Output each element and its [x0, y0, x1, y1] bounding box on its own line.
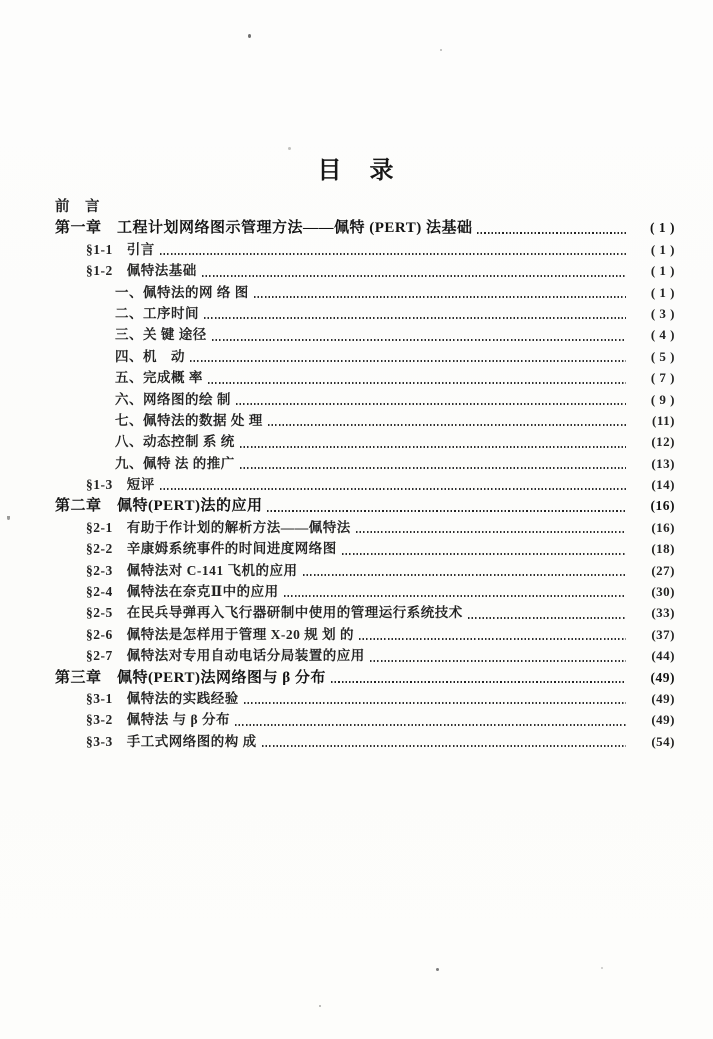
- scan-speck: [440, 49, 442, 51]
- toc-entry: [55, 708, 675, 729]
- toc-entry-label: §1-3 短评: [86, 477, 155, 493]
- toc-entry-page: ( 9 ): [650, 391, 675, 407]
- toc-entry: [55, 687, 675, 708]
- dot-leader: [477, 232, 626, 234]
- toc-entry-page: ( 1 ): [650, 220, 675, 236]
- toc-entry: [55, 730, 675, 751]
- toc-entry: [55, 259, 675, 280]
- toc-entry-page: (14): [651, 477, 675, 493]
- toc-entry-page: (13): [651, 455, 675, 471]
- dot-leader: [204, 317, 626, 319]
- toc-entry-label: §3-2 佩特法 与 β 分布: [86, 712, 230, 728]
- toc-entry-page: (49): [651, 690, 675, 706]
- toc-entry-page: (18): [651, 541, 675, 557]
- dot-leader: [262, 745, 626, 747]
- scan-speck: [319, 1005, 321, 1007]
- toc-entry-label: 九、佩特 法 的推广: [115, 455, 235, 471]
- toc-entry-label: 六、网络图的绘 制: [115, 391, 231, 407]
- toc-entry-page: (49): [650, 669, 675, 685]
- toc-entry-label: §2-4 佩特法在奈克Ⅱ中的应用: [86, 584, 279, 600]
- dot-leader: [160, 488, 626, 490]
- toc-entry-page: (16): [650, 498, 675, 514]
- toc-entry-page: ( 1 ): [650, 284, 675, 300]
- dot-leader: [331, 681, 626, 683]
- toc-entry: [55, 216, 675, 237]
- toc-entry-page: (44): [651, 648, 675, 664]
- dot-leader: [235, 724, 626, 726]
- toc-entry-label: 第二章 佩特(PERT)法的应用: [55, 498, 263, 515]
- toc-entry-label: §2-6 佩特法是怎样用于管理 X-20 规 划 的: [86, 626, 354, 642]
- dot-leader: [468, 617, 626, 619]
- toc-entry: [55, 537, 675, 558]
- toc-entry-label: 二、工序时间: [115, 305, 199, 321]
- toc-entry-page: (16): [651, 519, 675, 535]
- dot-leader: [284, 595, 626, 597]
- toc-entry-label: 五、完成概 率: [115, 370, 203, 386]
- dot-leader: [268, 424, 626, 426]
- toc-entry-label: 四、机 动: [115, 348, 185, 364]
- dot-leader: [236, 403, 626, 405]
- scan-speck: [248, 34, 251, 38]
- toc-entry-page: (37): [651, 626, 675, 642]
- toc-entry-page: ( 1 ): [650, 241, 675, 257]
- dot-leader: [240, 467, 626, 469]
- toc-entry: [55, 238, 675, 259]
- toc-entry-page: (11): [652, 412, 675, 428]
- toc-entry-label: §2-2 辛康姆系统事件的时间进度网络图: [86, 541, 337, 557]
- dot-leader: [240, 446, 626, 448]
- toc-entry: [55, 302, 675, 323]
- toc-entry: [55, 494, 675, 515]
- toc-entry: [55, 559, 675, 580]
- toc-entry-label: §2-7 佩特法对专用自动电话分局装置的应用: [86, 648, 365, 664]
- dot-leader: [356, 531, 626, 533]
- toc-entry-page: (54): [651, 733, 675, 749]
- dot-leader: [342, 553, 626, 555]
- toc-entry-label: §2-1 有助于作计划的解析方法——佩特法: [86, 519, 351, 535]
- toc-entry-page: ( 1 ): [650, 263, 675, 279]
- scan-speck: [436, 968, 439, 971]
- toc-entry-page: (27): [651, 562, 675, 578]
- page-title: 目 录: [317, 158, 396, 184]
- toc-entry-page: ( 7 ): [650, 370, 675, 386]
- toc-entry: [55, 601, 675, 622]
- toc-entry: [55, 195, 675, 216]
- dot-leader: [160, 253, 626, 255]
- toc-entry-label: §2-3 佩特法对 C-141 飞机的应用: [86, 562, 298, 578]
- toc-entry: [55, 666, 675, 687]
- dot-leader: [212, 339, 626, 341]
- toc-entry: [55, 281, 675, 302]
- toc-entry: [55, 452, 675, 473]
- toc-entry-page: (33): [651, 605, 675, 621]
- toc-entry: [55, 623, 675, 644]
- toc-entry-page: ( 3 ): [650, 305, 675, 321]
- dot-leader: [370, 660, 626, 662]
- toc-entry: [55, 516, 675, 537]
- toc-entry: [55, 473, 675, 494]
- dot-leader: [208, 382, 626, 384]
- dot-leader: [244, 702, 626, 704]
- scan-speck: [601, 967, 603, 969]
- toc-entry: [55, 430, 675, 451]
- toc-entry-label: §2-5 在民兵导弹再入飞行器研制中使用的管理运行系统技术: [86, 605, 463, 621]
- toc-entry-page: ( 4 ): [650, 327, 675, 343]
- toc-entry-page: ( 5 ): [650, 348, 675, 364]
- toc-entry-page: (49): [651, 712, 675, 728]
- toc-entry: [55, 580, 675, 601]
- toc-entry: [55, 323, 675, 344]
- toc-entry-page: (12): [651, 434, 675, 450]
- toc-entry-label: 一、佩特法的网 络 图: [115, 284, 249, 300]
- toc-entry-label: 三、关 键 途径: [115, 327, 207, 343]
- toc-entry: [55, 366, 675, 387]
- scan-speck: [7, 516, 10, 520]
- toc-entry-label: §3-3 手工式网络图的构 成: [86, 733, 257, 749]
- dot-leader: [254, 296, 626, 298]
- toc-entry: [55, 388, 675, 409]
- toc-entry-label: 八、动态控制 系 统: [115, 434, 235, 450]
- toc-entry-label: §1-1 引言: [86, 241, 155, 257]
- toc-entry-label: 前 言: [55, 199, 100, 215]
- toc-entry-label: 第一章 工程计划网络图示管理方法——佩特 (PERT) 法基础: [55, 220, 473, 237]
- dot-leader: [267, 510, 626, 512]
- table-of-contents: [55, 195, 675, 751]
- toc-entry: [55, 644, 675, 665]
- toc-entry-label: 第三章 佩特(PERT)法网络图与 β 分布: [55, 669, 326, 686]
- toc-entry: [55, 345, 675, 366]
- toc-entry-page: (30): [651, 584, 675, 600]
- dot-leader: [202, 275, 626, 277]
- toc-entry-label: §3-1 佩特法的实践经验: [86, 690, 239, 706]
- toc-entry-label: §1-2 佩特法基础: [86, 263, 197, 279]
- dot-leader: [359, 638, 626, 640]
- dot-leader: [190, 360, 626, 362]
- toc-entry-label: 七、佩特法的数据 处 理: [115, 412, 263, 428]
- dot-leader: [303, 574, 627, 576]
- scan-speck: [288, 147, 291, 150]
- toc-entry: [55, 409, 675, 430]
